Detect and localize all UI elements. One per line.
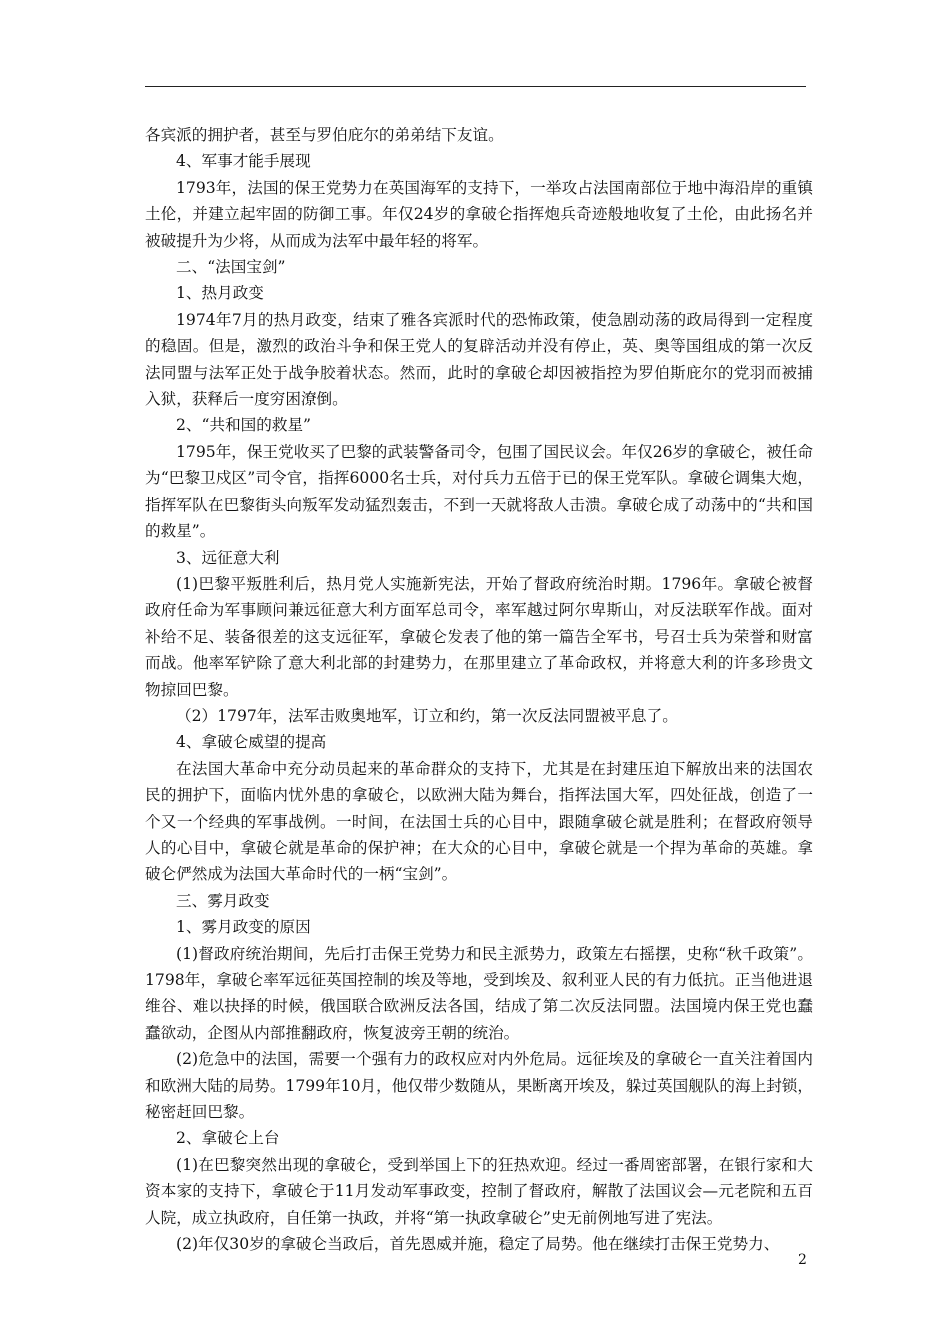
- header-rule: [145, 86, 806, 87]
- paragraph: (2)危急中的法国，需要一个强有力的政权应对内外危局。远征埃及的拿破仑一直关注着国内和欧洲大陆的局势。1799年10月，他仅带少数随从，果断离开埃及，躲过英国舰队的海上封锁，秘密赶回巴黎。: [145, 1050, 813, 1122]
- paragraph: 1、热月政变: [176, 284, 264, 303]
- paragraph: 1、雾月政变的原因: [176, 918, 311, 937]
- paragraph: 二、“法国宝剑”: [176, 258, 286, 277]
- paragraph: 1795年，保王党收买了巴黎的武装警备司令，包围了国民议会。年仅26岁的拿破仑，被任命为“巴黎卫戍区”司令官，指挥6000名士兵，对付兵力五倍于已的保王党军队。拿破仑调集大炮，指挥军队在巴黎街头向叛军发动猛烈轰击，不到一天就将敌人击溃。拿破仑成了动荡中的“共和国的救星”。: [145, 442, 813, 541]
- paragraph: 在法国大革命中充分动员起来的革命群众的支持下，尤其是在封建压迫下解放出来的法国农民的拥护下，面临内忧外患的拿破仑，以欧洲大陆为舞台，指挥法国大军，四处征战，创造了一个又一个经典的军事战例。一时间，在法国士兵的心目中，跟随拿破仑就是胜利；在督政府领导人的心目中，拿破仑就是革命的保护神；在大众的心目中，拿破仑就是一个捍为革命的英雄。拿破仑俨然成为法国大革命时代的一柄“宝剑”。: [145, 759, 813, 884]
- paragraph: (1)督政府统治期间，先后打击保王党势力和民主派势力，政策左右摇摆，史称“秋千政策”。1798年，拿破仑率军远征英国控制的埃及等地，受到埃及、叙利亚人民的有力低抗。正当他进退维谷、难以抉择的时候，俄国联合欧洲反法各国，结成了第二次反法同盟。法国境内保王党也蠢蠢欲动，企图从内部推翻政府，恢复波旁王朝的统治。: [145, 944, 813, 1042]
- paragraph: 各宾派的拥护者，甚至与罗伯庇尔的弟弟结下友谊。: [145, 126, 504, 144]
- paragraph: 1974年7月的热月政变，结束了雅各宾派时代的恐怖政策，使急剧动荡的政局得到一定程度的稳固。但是，激烈的政治斗争和保王党人的复辟活动并没有停止，英、奥等国组成的第一次反法同盟与法军正处于战争胶着状态。然而，此时的拿破仑却因被指控为罗伯斯庇尔的党羽而被捕入狱，获释后一度穷困潦倒。: [145, 310, 813, 409]
- paragraph: (2)年仅30岁的拿破仑当政后，首先恩威并施，稳定了局势。他在继续打击保王党势力、: [176, 1235, 780, 1254]
- page-number: 2: [798, 1252, 807, 1268]
- paragraph: 2、“共和国的救星”: [176, 416, 312, 435]
- paragraph: 1793年，法国的保王党势力在英国海军的支持下，一举攻占法国南部位于地中海沿岸的重镇土伦，并建立起牢固的防御工事。年仅24岁的拿破仑指挥炮兵奇迹般地收复了土伦，由此扬名并被破提升为少将，从而成为法军中最年轻的将军。: [145, 178, 813, 250]
- paragraph: 3、远征意大利: [176, 548, 280, 567]
- paragraph: 4、拿破仑威望的提高: [176, 733, 327, 752]
- document-body: [145, 122, 813, 1257]
- paragraph: （2）1797年，法军击败奥地军，订立和约，第一次反法同盟被平息了。: [176, 706, 678, 725]
- paragraph: (1)巴黎平叛胜利后，热月党人实施新宪法，开始了督政府统治时期。1796年。拿破仑被督政府任命为军事顾问兼远征意大利方面军总司令，率军越过阿尔卑斯山，对反法联军作战。面对补给不足、装备很差的这支远征军，拿破仑发表了他的第一篇告全军书，号召士兵为荣誉和财富而战。他率军铲除了意大利北部的封建势力，在那里建立了革命政权，并将意大利的许多珍贵文物掠回巴黎。: [145, 574, 813, 699]
- paragraph: (1)在巴黎突然出现的拿破仑，受到举国上下的狂热欢迎。经过一番周密部署，在银行家和大资本家的支持下，拿破仑于11月发动军事政变，控制了督政府，解散了法国议会—元老院和五百人院，成立执政府，自任第一执政，并将“第一执政拿破仑”史无前例地写进了宪法。: [145, 1155, 813, 1227]
- paragraph: 三、雾月政变: [176, 891, 270, 910]
- paragraph: 4、军事才能手展现: [176, 152, 311, 171]
- paragraph: 2、拿破仑上台: [176, 1129, 280, 1148]
